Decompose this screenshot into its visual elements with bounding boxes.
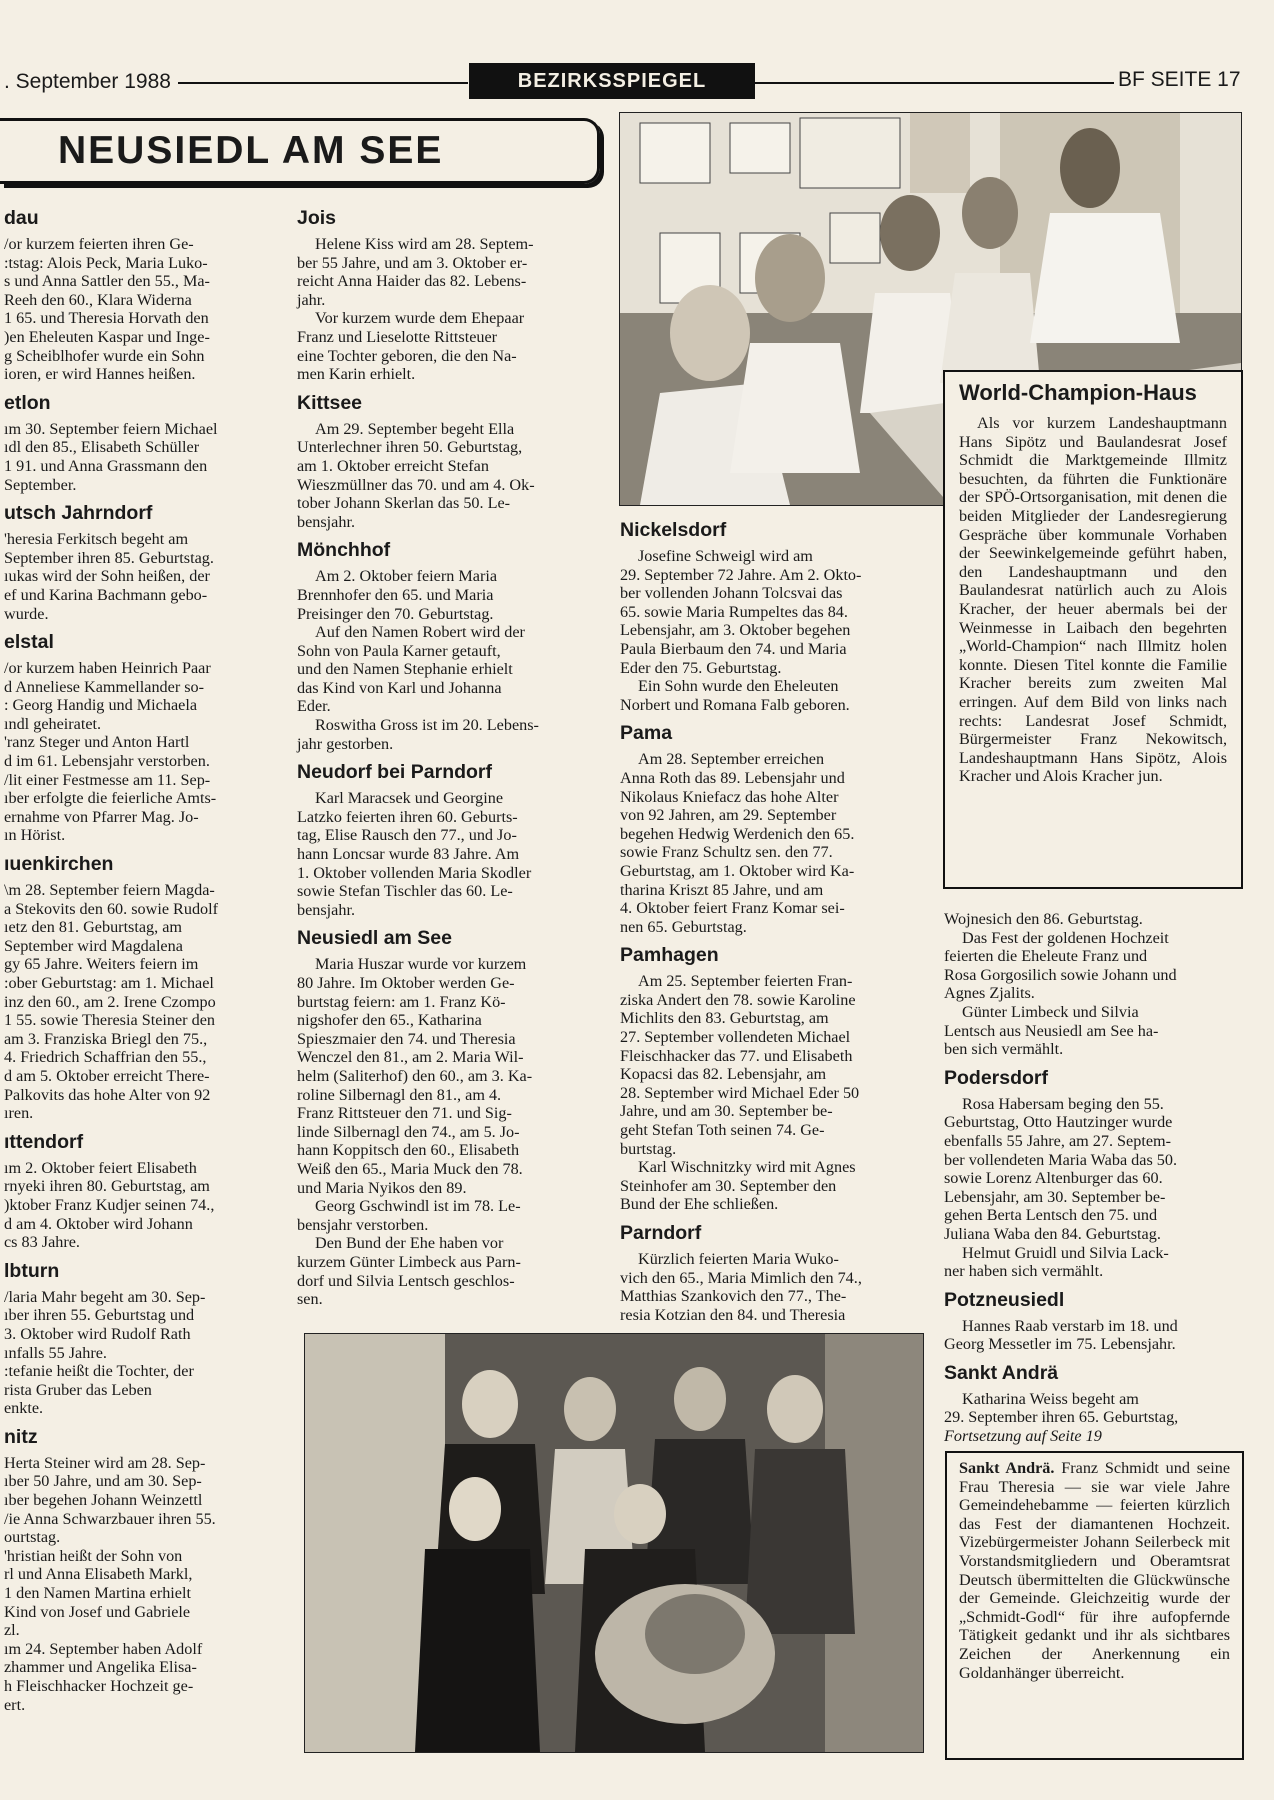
article-paragraph: Rosa Habersam beging den 55. Geburtstag, Otto Hautzinger wurde ebenfalls 55 Jahre, am 27. Septem- ber vollendeten Maria Waba das 50. sowie Lorenz Altenburger das 60. Lebensjahr, am 30. September be- gehen Berta Lentsch den 75. und Juliana Waba den 84. Geburtstag. — [944, 1094, 1178, 1243]
caption-text: Franz Schmidt und seine Frau Theresia — sie war viele Jahre Gemeindehebamme — feierten kürzlich das Fest der diamantenen Hochzeit. Vizebürgermeister Johann Seilerbeck mit Vorstandsmitgliedern und Oberamtsrat Deutsch übermittelten die Glückwünsche der Gemeinde. Gleichzeitig wurde der „Schmidt-Godl“ für ihre aufopfernde Tätigkeit gedankt und ihr als sichtbares Zeichen der Anerkennung ein Goldanhänger überreicht. — [959, 1459, 1231, 1682]
article-paragraph: Günter Limbeck und Silvia Lentsch aus Neusiedl am See ha- ben sich vermählt. — [944, 1002, 1159, 1059]
locality-heading: Kittsee — [297, 391, 363, 414]
article-paragraph: Karl Wischnitzky wird mit Agnes Steinhofer am 30. September den Bund der Ehe schließen. — [620, 1158, 856, 1214]
header-rule-right — [752, 82, 1114, 84]
world-champion-article — [943, 370, 1243, 889]
locality-heading: dau — [4, 207, 39, 229]
locality-heading: Neudorf bei Parndorf — [297, 761, 493, 784]
article-paragraph: )en Eheleuten Kaspar und Inge- g Scheiblhofer wurde ein Sohn ioren, er wird Hannes heißen. — [4, 327, 210, 384]
article-paragraph: Kürzlich feierten Maria Wuko- vich den 65., Maria Mimlich den 74., Matthias Szankovich den 77., The- resia Kotzian den 84. und Theresia — [620, 1250, 862, 1324]
locality-heading: Nickelsdorf — [620, 519, 727, 541]
article-paragraph: Karl Maracsek und Georgine Latzko feierten ihren 60. Geburts- tag, Elise Rausch den 77., und Jo- hann Loncsar wurde 83 Jahre. Am 1. Oktober vollenden Maria Skodler sowie Stefan Tischler das 60. Le- bensjahr. — [297, 789, 532, 919]
caption-paragraph — [959, 1459, 1230, 1682]
article-paragraph: Georg Gschwindl ist im 78. Le- bensjahr verstorben. — [297, 1197, 521, 1234]
article-paragraph: Auf den Namen Robert wird der Sohn von Paula Karner getauft, und den Namen Stephanie erhielt das Kind von Karl und Johanna Eder. — [297, 623, 525, 716]
article-paragraph: Am 28. September erreichen Anna Roth das 89. Lebensjahr und Nikolaus Kniefacz das hohe Alter von 92 Jahren, am 29. September begehen Hedwig Werdenich den 65. sowie Franz Schultz sen. den 77. Geburtstag, am 1. Oktober wird Ka- tharina Kriszt 85 Jahre, und am 4. Oktober feiert Franz Komar sei- nen 65. Geburtstag. — [620, 750, 855, 936]
article-paragraph: Josefine Schweigl wird am 29. September 72 Jahre. Am 2. Okto- ber vollenden Johann Tolcsvai das 65. sowie Maria Rumpeltes das 84. Lebensjahr, am 3. Oktober begehen Paula Bierbaum den 74. und Maria Eder den 75. Geburtstag. — [620, 547, 862, 677]
article-paragraph: /or kurzem haben Heinrich Paar d Anneliese Kammellander so- : Georg Handig und Michaela ındl geheiratet. 'ranz Steger und Anton Hartl d im 61. Lebensjahr verstorben. /lit einer Festmesse am 11. Sep- ıber erfolgte die feierliche Amts- ernahme von Pfarrer Mag. Jo- ın Hörist. — [4, 659, 217, 845]
locality-heading: elstal — [4, 631, 54, 654]
photo-scene-bottom — [305, 1334, 923, 1752]
locality-heading: ıttendorf — [4, 1130, 84, 1153]
district-banner — [0, 118, 600, 184]
diamond-wedding-photo — [304, 1333, 924, 1753]
locality-heading: Sankt Andrä — [944, 1361, 1059, 1384]
column-3 — [620, 519, 925, 1324]
article-paragraph: Am 29. September begeht Ella Unterlechner ihren 50. Geburtstag, am 1. Oktober erreicht Stefan Wieszmüllner das 70. und am 4. Ok- tober Johann Skerlan das 50. Le- bensjahr. — [297, 419, 535, 531]
article-paragraph: Das Fest der goldenen Hochzeit feierten die Eheleute Franz und Rosa Gorgosilich sowie Johann und Agnes Zjalits. — [944, 928, 1177, 1003]
locality-heading: Pamhagen — [620, 944, 719, 967]
article-paragraph: Hannes Raab verstarb im 18. und Georg Messetler im 75. Lebensjahr. — [944, 1316, 1178, 1354]
article-paragraph: ım 30. September feiern Michael ıdl den 85., Elisabeth Schüller 1 91. und Anna Grassmann den September. — [4, 419, 218, 494]
article-paragraph: Ein Sohn wurde den Eheleuten Norbert und Romana Falb geboren. — [620, 677, 850, 714]
article-paragraph: Roswitha Gross ist im 20. Lebens- jahr gestorben. — [297, 716, 539, 753]
world-champion-title: World-Champion-Haus — [959, 380, 1197, 405]
locality-heading: Jois — [297, 207, 337, 229]
locality-heading: ıuenkirchen — [4, 853, 114, 876]
article-paragraph: Am 2. Oktober feiern Maria Brennhofer den 65. und Maria Preisinger den 70. Geburtstag. — [297, 567, 498, 623]
article-paragraph: \m 28. September feiern Magda- a Stekovits den 60. sowie Rudolf ıetz den 81. Geburtstag, am September wird Magdalena gy 65 Jahre. Weiters feiern im :ober Geburtstag: am 1. Michael inz den 60., am 2. Irene Czompo 1 55. sowie Theresia Steiner den am 3. Franziska Briegl den 75., 4. Friedrich Schaffrian den 55., d am 5. Oktober erreicht There- Palkovits das hohe Alter von 92 ıren. — [4, 881, 219, 1123]
column-1 — [4, 207, 280, 1714]
article-paragraph: 'heresia Ferkitsch begeht am September ihren 85. Geburtstag. ıukas wird der Sohn heißen, der ef und Karina Bachmann gebo- wurde. — [4, 530, 214, 623]
locality-heading: lbturn — [4, 1259, 60, 1282]
article-paragraph: Maria Huszar wurde vor kurzem 80 Jahre. Im Oktober werden Ge- burtstag feiern: am 1. Franz Kö- nigshofer den 65., Katharina Spieszmaier den 74. und Theresia Wenczel den 81., am 2. Maria Wil- helm (Saliterhof) den 60., am 3. Ka- roline Silbernagl den 81., am 4. Franz Rittsteuer den 71. und Sig- linde Silbernagl den 74., am 5. Jo- hann Koppitsch den 60., Elisabeth Weiß den 65., Maria Muck den 78. und Maria Nyikos den 89. — [297, 955, 533, 1197]
locality-heading: Mönchhof — [297, 539, 391, 562]
article-paragraph: Vor kurzem wurde dem Ehepaar Franz und Lieselotte Rittsteuer eine Tochter geboren, die den Na- men Karin erhielt. — [297, 309, 525, 384]
locality-heading: Parndorf — [620, 1222, 702, 1244]
article-paragraph: ım 2. Oktober feiert Elisabeth rnyeki ihren 80. Geburtstag, am )ktober Franz Kudjer seinen 74., d am 4. Oktober wird Johann cs 83 Jahre. — [4, 1158, 215, 1252]
column-2 — [297, 207, 599, 1309]
article-paragraph: Wojnesich den 86. Geburtstag. — [944, 910, 1143, 928]
section-title: BEZIRKSSPIEGEL — [469, 63, 755, 99]
locality-heading: Neusiedl am See — [297, 927, 452, 950]
article-paragraph: /or kurzem feierten ihren Ge- :tstag: Alois Peck, Maria Luko- s und Anna Sattler den 55., Ma- Reeh den 60., Klara Widerna 1 65. und Theresia Horvath den — [4, 235, 210, 328]
locality-heading: utsch Jahrndorf — [4, 502, 153, 525]
locality-heading: Pama — [620, 722, 673, 745]
article-paragraph: Helene Kiss wird am 28. Septem- ber 55 Jahre, und am 3. Oktober er- reicht Anna Haider das 82. Lebens- jahr. — [297, 235, 534, 309]
page-number: BF SEITE 17 — [1118, 68, 1241, 91]
article-paragraph: /laria Mahr begeht am 30. Sep- ıber ihren 55. Geburtstag und 3. Oktober wird Rudolf Rath ınfalls 55 Jahre. :tefanie heißt die Tochter, der rista Gruber das Leben enkte. — [4, 1287, 206, 1418]
issue-date: . September 1988 — [4, 70, 171, 93]
world-champion-text: Als vor kurzem Landeshauptmann Hans Sipötz und Baulandesrat Josef Schmidt die Marktgemeinde Illmitz besuchten, da führten die Funktionäre der SPÖ-Ortsorganisation, mit denen die beiden Mitglieder der Landesregierung Gespräche über kommunale Vorhaben der Seewinkelgemeinde geführt haben, den Landeshauptmann und den Baulandesrat natürlich auch zu Alois Kracher, der heuer abermals bei der Weinmesse in Laibach den begehrten „World-Champion“ nach Illmitz holen konnte. Diesen Titel konnte die Familie Kracher bereits zum zweiten Mal erringen. Auf dem Bild von links nach rechts: Landesrat Josef Schmidt, Bürgermeister Franz Nekowitsch, Landeshauptmann Hans Sipötz, Alois Kracher und Alois Kracher jun. — [959, 414, 1227, 786]
header-rule-left — [178, 82, 468, 84]
locality-heading: Podersdorf — [944, 1066, 1049, 1089]
article-paragraph: Herta Steiner wird am 28. Sep- ıber 50 Jahre, und am 30. Sep- ıber begehen Johann Weinzettl /ie Anna Schwarzbauer ihren 55. ourtstag. 'hristian heißt der Sohn von rl und Anna Elisabeth Markl, 1 den Namen Martina erhielt Kind von Josef und Gabriele zl. ım 24. September haben Adolf zhammer und Angelika Elisa- h Fleischhacker Hochzeit ge- ert. — [4, 1453, 216, 1714]
column-4 — [944, 910, 1244, 1446]
locality-heading: Potzneusiedl — [944, 1288, 1065, 1311]
sankt-andrae-caption — [945, 1451, 1244, 1760]
article-paragraph: Katharina Weiss begeht am 29. September ihren 65. Geburtstag, — [944, 1389, 1179, 1427]
article-paragraph: Den Bund der Ehe haben vor kurzem Günter Limbeck aus Parn- dorf und Silvia Lentsch geschlos- sen. — [297, 1234, 521, 1309]
district-title: NEUSIEDL AM SEE — [58, 129, 444, 172]
article-paragraph: Fortsetzung auf Seite 19 — [944, 1427, 1102, 1446]
article-paragraph: Am 25. September feierten Fran- ziska Andert den 78. sowie Karoline Michlits den 83. Geburtstag, am 27. September vollendeten Michael Fleischhacker das 77. und Elisabeth Kopacsi das 82. Lebensjahr, am 28. September wird Michael Eder 50 Jahre, und am 30. September be- geht Stefan Toth seinen 74. Ge- burtstag. — [620, 972, 860, 1158]
article-paragraph: Helmut Gruidl und Silvia Lack- ner haben sich vermählt. — [944, 1243, 1169, 1281]
locality-heading: nitz — [4, 1425, 38, 1448]
caption-lead: Sankt Andrä. — [959, 1459, 1055, 1477]
locality-heading: etlon — [4, 391, 51, 414]
